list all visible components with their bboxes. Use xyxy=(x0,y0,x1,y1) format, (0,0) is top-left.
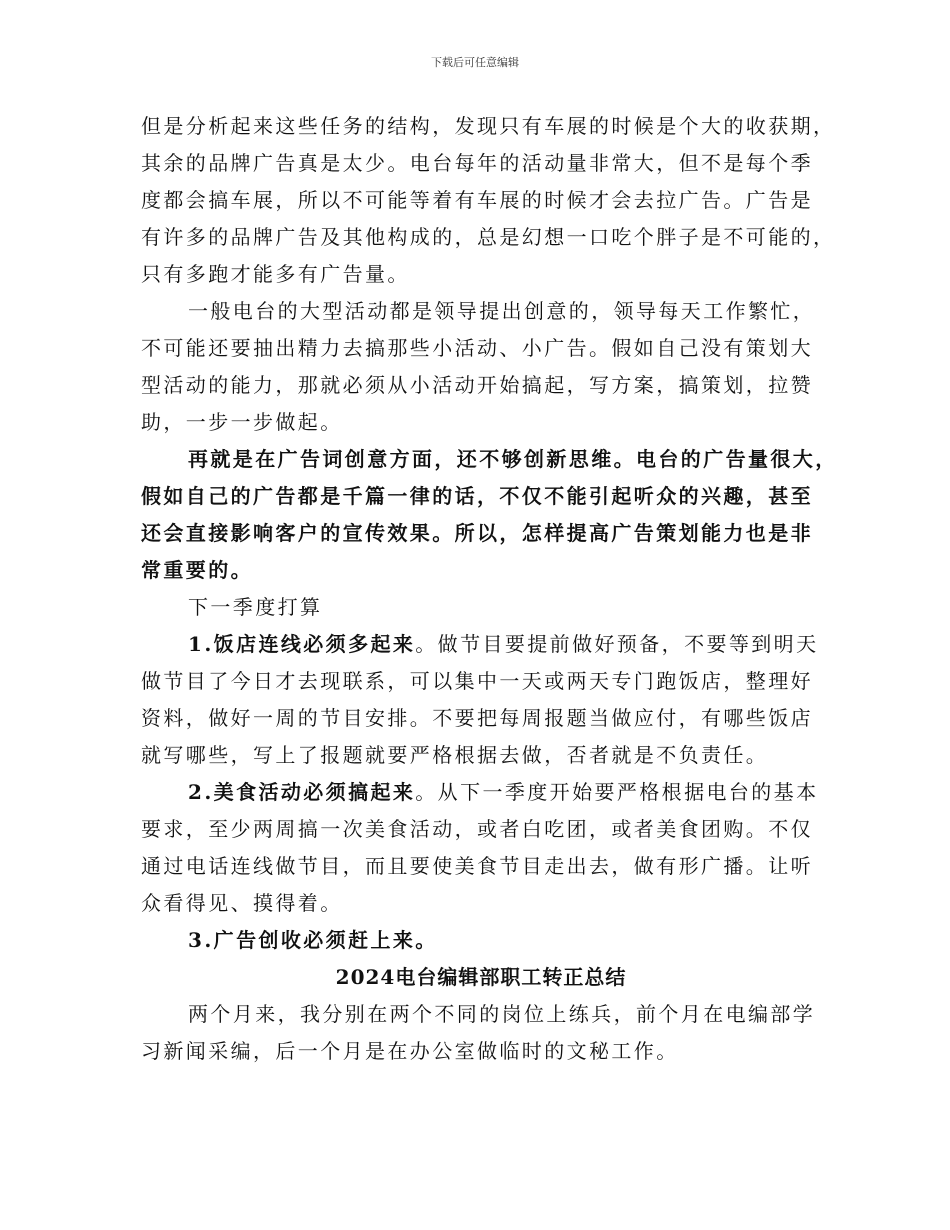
bold-text-line: 假如自己的广告都是千篇一律的话，不仅不能引起听众的兴趣，甚至 xyxy=(141,484,813,508)
text-line: 众看得见、摸得着。 xyxy=(141,891,343,915)
document-body xyxy=(141,108,838,1070)
list-item-lead: 1.饭店连线必须多起来 xyxy=(188,632,416,656)
text-line: 助，一步一步做起。 xyxy=(141,410,343,434)
text-line: 两个月来，我分别在两个不同的岗位上练兵，前个月在电编部学 xyxy=(188,1002,816,1026)
list-item-lead: 2.美食活动必须搞起来 xyxy=(188,780,416,804)
section-title: 2024电台编辑部职工转正总结 xyxy=(335,965,627,989)
text-line: 但是分析起来这些任务的结构，发现只有车展的时候是个大的收获期， xyxy=(141,114,836,138)
section-label: 下一季度打算 xyxy=(188,595,323,619)
text-line: 要求，至少两周搞一次美食活动，或者白吃团，或者美食团购。不仅 xyxy=(141,817,813,841)
text-line: 做节目了今日才去现联系，可以集中一天或两天专门跑饭店，整理好 xyxy=(141,669,813,693)
text-line: 其余的品牌广告真是太少。电台每年的活动量非常大，但不是每个季 xyxy=(141,151,813,175)
list-item: 3.广告创收必须赶上来。 xyxy=(188,928,438,952)
text-line: 就写哪些，写上了报题就要严格根据去做，否者就是不负责任。 xyxy=(141,743,769,767)
list-item-text: 。从下一季度开始要严格根据电台的基本 xyxy=(415,780,819,804)
text-line: 型活动的能力，那就必须从小活动开始搞起，写方案，搞策划，拉赞 xyxy=(141,373,813,397)
text-line: 习新闻采编，后一个月是在办公室做临时的文秘工作。 xyxy=(141,1039,679,1063)
text-line: 一般电台的大型活动都是领导提出创意的，领导每天工作繁忙， xyxy=(188,299,816,323)
text-line: 不可能还要抽出精力去搞那些小活动、小广告。假如自己没有策划大 xyxy=(141,336,813,360)
text-line: 度都会搞车展，所以不可能等着有车展的时候才会去拉广告。广告是 xyxy=(141,188,813,212)
bold-text-line: 再就是在广告词创意方面，还不够创新思维。电台的广告量很大， xyxy=(188,447,838,471)
bold-text-line: 常重要的。 xyxy=(141,558,253,582)
text-line: 资料，做好一周的节目安排。不要把每周报题当做应付，有哪些饭店 xyxy=(141,706,813,730)
text-line: 只有多跑才能多有广告量。 xyxy=(141,262,410,286)
text-line: 通过电话连线做节目，而且要使美食节目走出去，做有形广播。让听 xyxy=(141,854,813,878)
list-item-text: 。做节目要提前做好预备，不要等到明天 xyxy=(415,632,819,656)
list-item xyxy=(141,626,821,663)
page-header: 下载后可任意编辑 xyxy=(431,56,519,69)
bold-text-line: 还会直接影响客户的宣传效果。所以，怎样提高广告策划能力也是非 xyxy=(141,521,813,545)
text-line: 有许多的品牌广告及其他构成的，总是幻想一口吃个胖子是不可能的， xyxy=(141,225,836,249)
list-item xyxy=(141,774,821,811)
